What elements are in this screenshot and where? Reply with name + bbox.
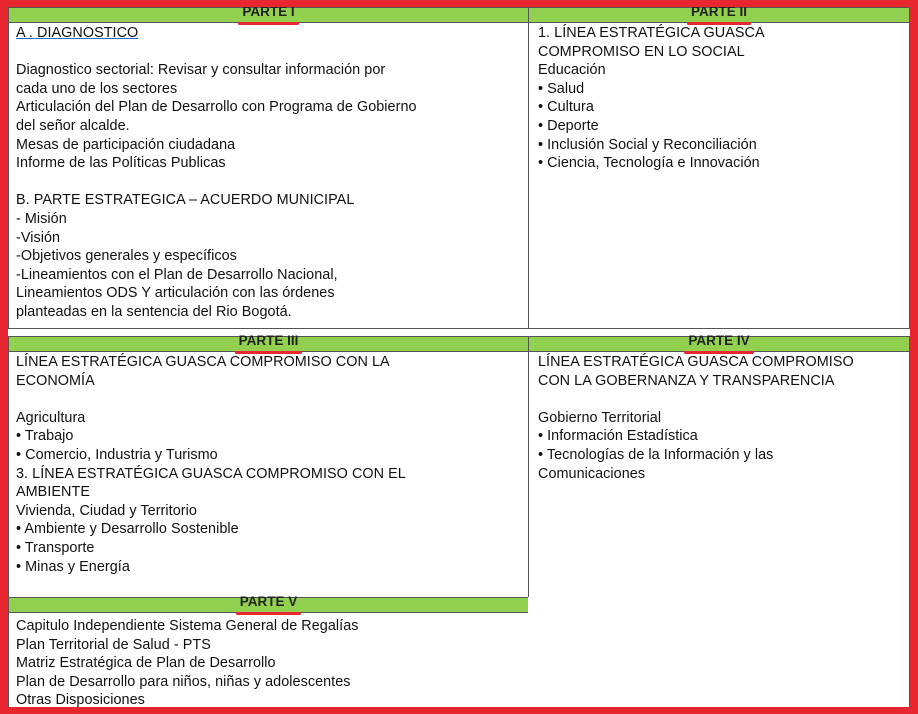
parte-4-line: Gobierno Territorial bbox=[538, 409, 662, 426]
parte-4-line: • Información Estadística bbox=[538, 428, 698, 445]
parte-1-line: -Objetivos generales y específicos bbox=[16, 248, 237, 265]
parte-1-body bbox=[16, 24, 522, 322]
parte-1-line: planteadas en la sentencia del Rio Bogotá. bbox=[16, 303, 292, 320]
parte-4-title: PARTE IV bbox=[688, 333, 750, 348]
parte-3-title: PARTE III bbox=[238, 333, 299, 348]
parte-4-line: Comunicaciones bbox=[538, 465, 646, 482]
parte-1-line: Informe de las Políticas Publicas bbox=[16, 155, 226, 172]
parte-3-line: ECONOMÍA bbox=[16, 372, 95, 389]
parte-3-line: 3. LÍNEA ESTRATÉGICA GUASCA COMPROMISO CON EL bbox=[16, 465, 406, 482]
parte-4-line bbox=[538, 390, 903, 409]
parte-3-line: Agricultura bbox=[16, 409, 86, 426]
parte-1-header bbox=[9, 4, 528, 23]
parte-5-header bbox=[9, 594, 528, 613]
parte-4-body bbox=[538, 353, 903, 483]
parte-2-line: COMPROMISO EN LO SOCIAL bbox=[538, 43, 745, 60]
parte-3-line bbox=[16, 390, 522, 409]
parte-1-line: Diagnostico sectorial: Revisar y consultar información por bbox=[16, 62, 386, 79]
parte-4-header bbox=[529, 333, 909, 352]
parte-1-line: cada uno de los sectores bbox=[16, 80, 178, 97]
parte-1-line: - Misión bbox=[16, 210, 67, 227]
parte-5-cell bbox=[8, 594, 529, 714]
parte-3-line: • Ambiente y Desarrollo Sostenible bbox=[16, 521, 239, 538]
parte-3-line: • Comercio, Industria y Turismo bbox=[16, 446, 218, 463]
parte-3-body bbox=[16, 353, 522, 576]
parte-2-line: • Ciencia, Tecnología e Innovación bbox=[538, 155, 760, 172]
parte-1-title: PARTE I bbox=[242, 4, 295, 19]
parte-1-cell bbox=[8, 4, 529, 329]
parte-5-line: Otras Disposiciones bbox=[16, 692, 145, 709]
parte-4-cell bbox=[528, 333, 910, 598]
parts-table bbox=[8, 4, 910, 709]
parte-2-line: 1. LÍNEA ESTRATÉGICA GUASCA bbox=[538, 25, 765, 41]
parte-3-line: • Trabajo bbox=[16, 428, 74, 445]
parte-5-line: Plan de Desarrollo para niños, niñas y adolescentes bbox=[16, 673, 351, 690]
parte-1-line: Lineamientos ODS Y articulación con las órdenes bbox=[16, 285, 335, 302]
parte-4-line: LÍNEA ESTRATÉGICA GUASCA COMPROMISO bbox=[538, 354, 854, 370]
parte-1-line: -Visión bbox=[16, 229, 61, 246]
parte-2-body bbox=[538, 24, 903, 173]
parte-5-line: Capitulo Independiente Sistema General de Regalías bbox=[16, 618, 359, 634]
parte-1-line: -Lineamientos con el Plan de Desarrollo Nacional, bbox=[16, 266, 338, 283]
parte-2-line: Educación bbox=[538, 62, 606, 79]
parte-1-line: Articulación del Plan de Desarrollo con Programa de Gobierno bbox=[16, 99, 417, 116]
parte-2-title: PARTE II bbox=[690, 4, 747, 19]
parte-2-line: • Cultura bbox=[538, 99, 594, 116]
parte-4-line: CON LA GOBERNANZA Y TRANSPARENCIA bbox=[538, 372, 835, 389]
parte-1-line: del señor alcalde. bbox=[16, 117, 130, 134]
parte-3-line: Vivienda, Ciudad y Territorio bbox=[16, 502, 197, 519]
parte-2-line: • Inclusión Social y Reconciliación bbox=[538, 136, 757, 153]
parte-2-line: • Salud bbox=[538, 80, 585, 97]
parte-1-line: Mesas de participación ciudadana bbox=[16, 136, 236, 153]
parte-1-line bbox=[16, 173, 522, 192]
parte-5-body bbox=[16, 617, 522, 710]
parte-5-title: PARTE V bbox=[239, 594, 298, 609]
parte-1-line: B. PARTE ESTRATEGICA – ACUERDO MUNICIPAL bbox=[16, 192, 355, 209]
red-underline-mark bbox=[236, 612, 302, 615]
parte-3-line: LÍNEA ESTRATÉGICA GUASCA COMPROMISO CON LA bbox=[16, 354, 390, 370]
parte-5-line: Matriz Estratégica de Plan de Desarrollo bbox=[16, 655, 276, 672]
parte-2-cell bbox=[528, 4, 910, 329]
parte-3-line: • Minas y Energía bbox=[16, 558, 130, 575]
parte-4-line: • Tecnologías de la Información y las bbox=[538, 446, 774, 463]
parte-3-line: • Transporte bbox=[16, 539, 95, 556]
empty-cell bbox=[528, 597, 910, 714]
parte-1-line bbox=[16, 43, 522, 62]
parte-2-header bbox=[529, 4, 909, 23]
parte-3-line: AMBIENTE bbox=[16, 484, 90, 501]
parte-2-line: • Deporte bbox=[538, 117, 599, 134]
parte-3-cell bbox=[8, 333, 529, 598]
parte-5-line: Plan Territorial de Salud - PTS bbox=[16, 636, 211, 653]
parte-3-header bbox=[9, 333, 528, 352]
parte-1-line: A . DIAGNOSTICO bbox=[16, 25, 139, 41]
